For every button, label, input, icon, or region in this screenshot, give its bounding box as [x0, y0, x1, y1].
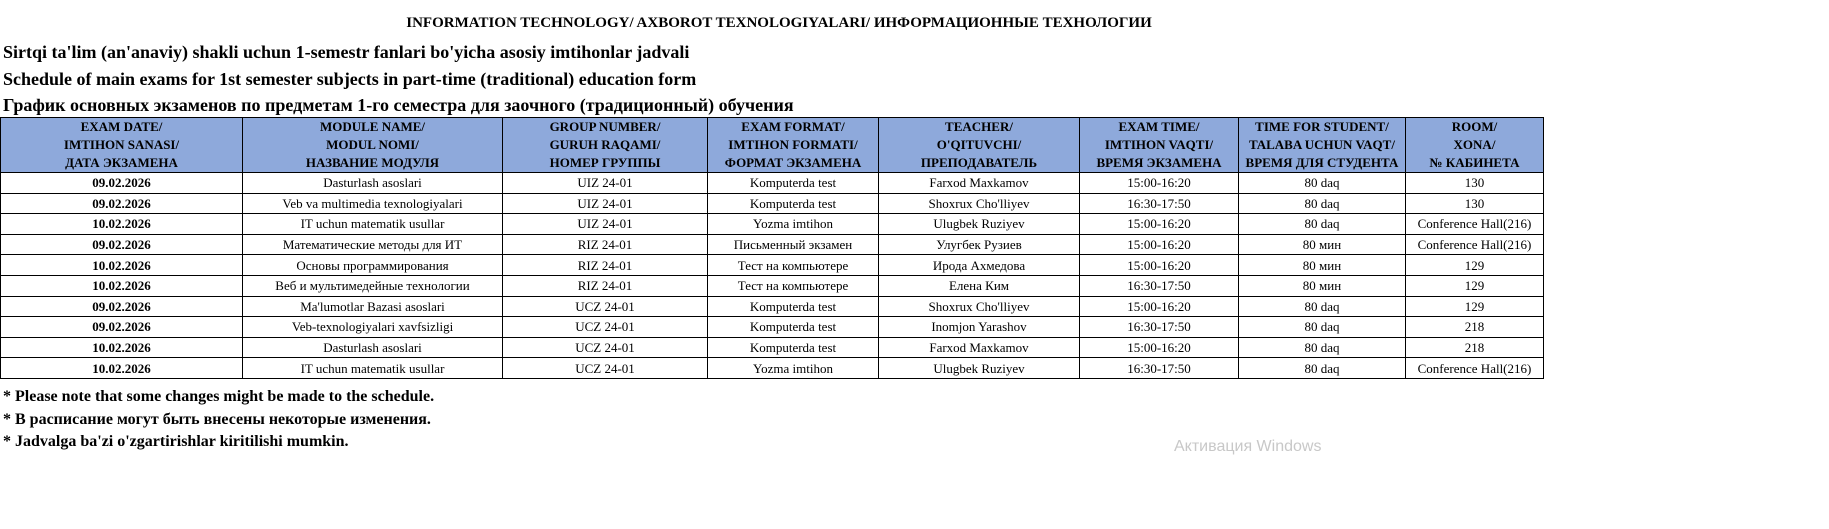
- cell-module: Dasturlash asoslari: [243, 337, 503, 358]
- header-teacher: TEACHER/ O'QITUVCHI/ ПРЕПОДАВАТЕЛЬ: [879, 118, 1080, 173]
- cell-module: Математические методы для ИТ: [243, 234, 503, 255]
- cell-group: RIZ 24-01: [503, 255, 708, 276]
- cell-duration: 80 мин: [1239, 275, 1406, 296]
- cell-module: Ma'lumotlar Bazasi asoslari: [243, 296, 503, 317]
- cell-date: 10.02.2026: [1, 214, 243, 235]
- cell-date: 10.02.2026: [1, 337, 243, 358]
- cell-room: 129: [1406, 296, 1544, 317]
- cell-date: 10.02.2026: [1, 255, 243, 276]
- note-ru: * В расписание могут быть внесены некоторые изменения.: [3, 411, 431, 428]
- header-exam-format: EXAM FORMAT/ IMTIHON FORMATI/ ФОРМАТ ЭКЗАМЕНА: [708, 118, 879, 173]
- note-uz: * Jadvalga ba'zi o'zgartirishlar kiritilishi mumkin.: [3, 433, 349, 450]
- cell-time: 16:30-17:50: [1080, 275, 1239, 296]
- cell-format: Komputerda test: [708, 296, 879, 317]
- cell-room: Conference Hall(216): [1406, 358, 1544, 379]
- cell-module: Veb-texnologiyalari xavfsizligi: [243, 317, 503, 338]
- cell-group: UCZ 24-01: [503, 358, 708, 379]
- cell-duration: 80 мин: [1239, 234, 1406, 255]
- cell-room: 130: [1406, 173, 1544, 194]
- cell-date: 09.02.2026: [1, 317, 243, 338]
- cell-format: Komputerda test: [708, 173, 879, 194]
- cell-module: IT uchun matematik usullar: [243, 358, 503, 379]
- cell-teacher: Улугбек Рузиев: [879, 234, 1080, 255]
- cell-format: Yozma imtihon: [708, 358, 879, 379]
- cell-group: UCZ 24-01: [503, 337, 708, 358]
- cell-date: 09.02.2026: [1, 173, 243, 194]
- cell-module: Veb va multimedia texnologiyalari: [243, 193, 503, 214]
- cell-teacher: Farxod Maxkamov: [879, 173, 1080, 194]
- cell-time: 15:00-16:20: [1080, 337, 1239, 358]
- cell-group: UIZ 24-01: [503, 193, 708, 214]
- header-room: ROOM/ XONA/ № КАБИНЕТА: [1406, 118, 1544, 173]
- header-exam-time: EXAM TIME/ IMTIHON VAQTI/ ВРЕМЯ ЭКЗАМЕНА: [1080, 118, 1239, 173]
- table-row: [1, 173, 1544, 194]
- cell-time: 15:00-16:20: [1080, 214, 1239, 235]
- cell-module: Веб и мультимедейные технологии: [243, 275, 503, 296]
- cell-module: Основы программирования: [243, 255, 503, 276]
- cell-format: Komputerda test: [708, 337, 879, 358]
- cell-duration: 80 daq: [1239, 317, 1406, 338]
- cell-room: 218: [1406, 317, 1544, 338]
- cell-teacher: Shoxrux Cho'lliyev: [879, 296, 1080, 317]
- header-group-number: GROUP NUMBER/ GURUH RAQAMI/ НОМЕР ГРУППЫ: [503, 118, 708, 173]
- exam-schedule-table: [0, 117, 1544, 379]
- cell-teacher: Ulugbek Ruziyev: [879, 358, 1080, 379]
- cell-duration: 80 daq: [1239, 193, 1406, 214]
- cell-duration: 80 daq: [1239, 358, 1406, 379]
- subtitle-ru: График основных экзаменов по предметам 1-го семестра для заочного (традиционный) обучения: [3, 95, 794, 115]
- table-row: [1, 214, 1544, 235]
- header-exam-date: EXAM DATE/ IMTIHON SANASI/ ДАТА ЭКЗАМЕНА: [1, 118, 243, 173]
- header-module-name: MODULE NAME/ MODUL NOMI/ НАЗВАНИЕ МОДУЛЯ: [243, 118, 503, 173]
- cell-module: IT uchun matematik usullar: [243, 214, 503, 235]
- cell-time: 15:00-16:20: [1080, 296, 1239, 317]
- cell-date: 10.02.2026: [1, 275, 243, 296]
- table-row: [1, 296, 1544, 317]
- cell-date: 09.02.2026: [1, 234, 243, 255]
- cell-room: Conference Hall(216): [1406, 214, 1544, 235]
- cell-time: 16:30-17:50: [1080, 193, 1239, 214]
- table-header-row: [1, 118, 1544, 173]
- table-row: [1, 255, 1544, 276]
- cell-date: 10.02.2026: [1, 358, 243, 379]
- cell-format: Komputerda test: [708, 317, 879, 338]
- cell-teacher: Farxod Maxkamov: [879, 337, 1080, 358]
- cell-module: Dasturlash asoslari: [243, 173, 503, 194]
- cell-room: 218: [1406, 337, 1544, 358]
- cell-duration: 80 daq: [1239, 296, 1406, 317]
- cell-format: Письменный экзамен: [708, 234, 879, 255]
- cell-group: UIZ 24-01: [503, 214, 708, 235]
- table-row: [1, 317, 1544, 338]
- cell-duration: 80 мин: [1239, 255, 1406, 276]
- cell-room: 129: [1406, 275, 1544, 296]
- cell-time: 15:00-16:20: [1080, 173, 1239, 194]
- cell-format: Тест на компьютере: [708, 275, 879, 296]
- cell-duration: 80 daq: [1239, 173, 1406, 194]
- cell-teacher: Inomjon Yarashov: [879, 317, 1080, 338]
- cell-group: RIZ 24-01: [503, 275, 708, 296]
- note-en: * Please note that some changes might be made to the schedule.: [3, 388, 435, 405]
- cell-format: Komputerda test: [708, 193, 879, 214]
- cell-teacher: Ulugbek Ruziyev: [879, 214, 1080, 235]
- cell-teacher: Shoxrux Cho'lliyev: [879, 193, 1080, 214]
- cell-group: RIZ 24-01: [503, 234, 708, 255]
- cell-date: 09.02.2026: [1, 193, 243, 214]
- cell-room: 130: [1406, 193, 1544, 214]
- cell-room: 129: [1406, 255, 1544, 276]
- cell-date: 09.02.2026: [1, 296, 243, 317]
- cell-group: UIZ 24-01: [503, 173, 708, 194]
- table-row: [1, 234, 1544, 255]
- cell-time: 16:30-17:50: [1080, 358, 1239, 379]
- header-time-for-student: TIME FOR STUDENT/ TALABA UCHUN VAQT/ ВРЕМЯ ДЛЯ СТУДЕНТА: [1239, 118, 1406, 173]
- subtitle-uz: Sirtqi ta'lim (an'anaviy) shakli uchun 1-semestr fanlari bo'yicha asosiy imtihonlar jadvali: [3, 42, 690, 62]
- windows-activation-watermark: Активация Windows: [1174, 438, 1322, 455]
- cell-teacher: Елена Ким: [879, 275, 1080, 296]
- cell-time: 16:30-17:50: [1080, 317, 1239, 338]
- table-row: [1, 358, 1544, 379]
- table-row: [1, 337, 1544, 358]
- cell-format: Тест на компьютере: [708, 255, 879, 276]
- cell-room: Conference Hall(216): [1406, 234, 1544, 255]
- cell-time: 15:00-16:20: [1080, 255, 1239, 276]
- cell-format: Yozma imtihon: [708, 214, 879, 235]
- cell-time: 15:00-16:20: [1080, 234, 1239, 255]
- cell-duration: 80 daq: [1239, 337, 1406, 358]
- subtitle-en: Schedule of main exams for 1st semester subjects in part-time (traditional) education form: [3, 69, 697, 89]
- cell-group: UCZ 24-01: [503, 317, 708, 338]
- cell-teacher: Ирода Ахмедова: [879, 255, 1080, 276]
- cell-group: UCZ 24-01: [503, 296, 708, 317]
- page-title: INFORMATION TECHNOLOGY/ AXBOROT TEXNOLOGIYALARI/ ИНФОРМАЦИОННЫЕ ТЕХНОЛОГИИ: [406, 15, 1152, 31]
- table-row: [1, 193, 1544, 214]
- table-row: [1, 275, 1544, 296]
- cell-duration: 80 daq: [1239, 214, 1406, 235]
